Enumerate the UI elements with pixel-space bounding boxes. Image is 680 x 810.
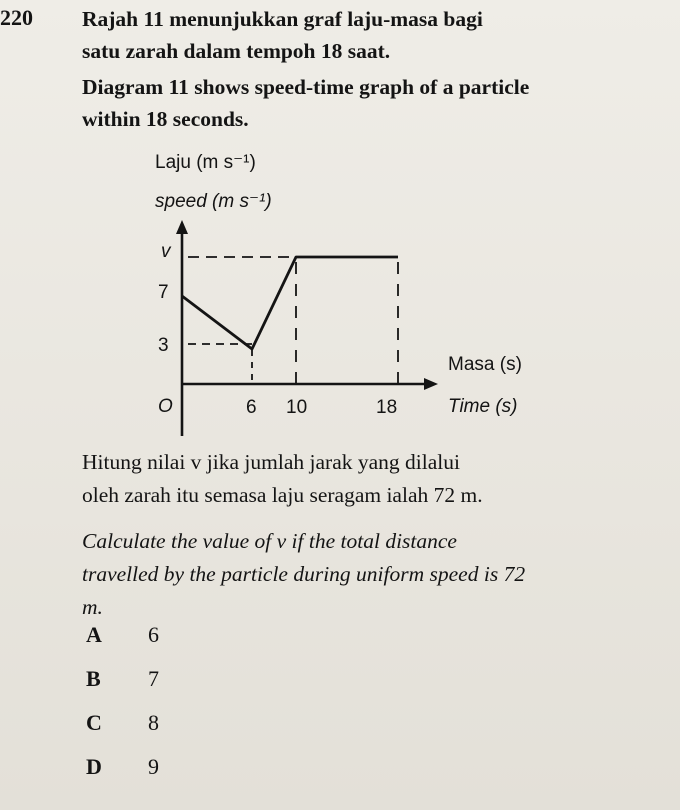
- option-a[interactable]: [86, 622, 206, 652]
- y-axis-label-english: speed (m s⁻¹): [155, 191, 272, 212]
- x-axis-label-malay: Masa (s): [448, 354, 522, 375]
- task-malay-line: Hitung nilai v jika jumlah jarak yang dilalui: [82, 450, 460, 474]
- task-malay: [82, 446, 652, 512]
- x-axis-arrow: [424, 378, 438, 390]
- x-axis-label-english: Time (s): [448, 396, 518, 417]
- stem-english-line: Diagram 11 shows speed-time graph of a particle: [82, 75, 530, 99]
- option-d[interactable]: [86, 754, 206, 784]
- task-english-line: travelled by the particle during uniform speed is 72: [82, 562, 526, 586]
- option-c[interactable]: [86, 710, 206, 740]
- option-letter: A: [86, 622, 102, 647]
- x-tick-label-6: 6: [246, 397, 257, 418]
- origin-label: O: [158, 396, 173, 417]
- speed-time-graph: [0, 140, 600, 440]
- option-letter: C: [86, 710, 102, 735]
- y-tick-label-3: 3: [158, 335, 169, 356]
- option-value: 6: [148, 622, 159, 647]
- stem-malay-line: satu zarah dalam tempoh 18 saat.: [82, 39, 391, 63]
- x-tick-label-18: 18: [376, 397, 398, 418]
- task-english: [82, 525, 652, 624]
- task-english-line: m.: [82, 595, 103, 619]
- y-axis-arrow: [176, 220, 188, 234]
- question-stem-english: [82, 71, 642, 135]
- option-value: 8: [148, 710, 159, 735]
- option-letter: B: [86, 666, 101, 691]
- x-tick-label-10: 10: [286, 397, 308, 418]
- option-letter: D: [86, 754, 102, 779]
- speed-time-line: [182, 257, 398, 349]
- y-tick-label-7: 7: [158, 282, 169, 303]
- y-axis-label-malay: Laju (m s⁻¹): [155, 152, 256, 173]
- question-number: 220: [0, 5, 33, 30]
- option-b[interactable]: [86, 666, 206, 696]
- option-value: 9: [148, 754, 159, 779]
- option-value: 7: [148, 666, 159, 691]
- task-english-line: Calculate the value of v if the total distance: [82, 529, 457, 553]
- stem-malay-line: Rajah 11 menunjukkan graf laju-masa bagi: [82, 7, 483, 31]
- stem-english-line: within 18 seconds.: [82, 107, 249, 131]
- task-malay-line: oleh zarah itu semasa laju seragam ialah 72 m.: [82, 483, 483, 507]
- question-stem-malay: [82, 3, 642, 67]
- y-tick-label-v: v: [161, 241, 171, 262]
